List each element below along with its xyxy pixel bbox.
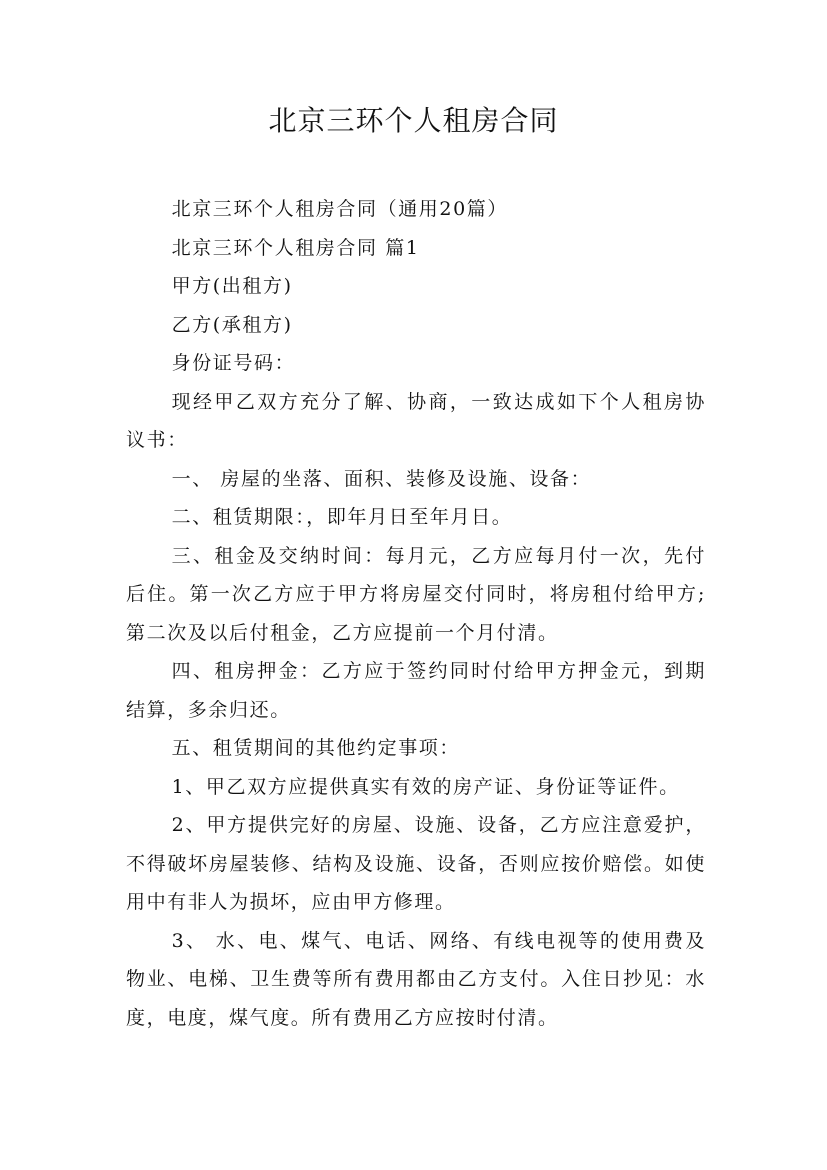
paragraph-section-heading: 北京三环个人租房合同 篇1 (171, 236, 420, 259)
document-body (126, 190, 706, 1037)
paragraph-clause-2: 二、租赁期限：，即年月日至年月日。 (171, 506, 513, 528)
paragraph-clause-1: 一、 房屋的坐落、面积、装修及设施、设备： (171, 467, 592, 490)
paragraph-id-number: 身份证号码： (171, 352, 296, 374)
paragraph-party-a: 甲方(出租方) (171, 275, 293, 297)
paragraph-agreement-intro: 现经甲乙双方充分了解、协商，一致达成如下个人租房协议书： (126, 390, 706, 451)
document-title: 北京三环个人租房合同 (268, 104, 559, 137)
paragraph-clause-4: 四、租房押金：乙方应于签约同时付给甲方押金元，到期结算，多余归还。 (126, 660, 706, 721)
paragraph-clause-3: 三、租金及交纳时间：每月元，乙方应每月付一次，先付后住。第一次乙方应于甲方将房屋交付同时，将房租付给甲方;第二次及以后付租金，乙方应提前一个月付清。 (126, 544, 706, 644)
paragraph-clause-5: 五、租赁期间的其他约定事项： (171, 737, 460, 759)
paragraph-party-b: 乙方(承租方) (171, 313, 293, 336)
paragraph-item-1: 1、甲乙双方应提供真实有效的房产证、身份证等证件。 (171, 775, 680, 798)
paragraph-subtitle: 北京三环个人租房合同（通用20篇） (171, 198, 508, 220)
paragraph-item-2: 2、甲方提供完好的房屋、设施、设备，乙方应注意爱护，不得破坏房屋装修、结构及设施、设备，否则应按价赔偿。如使用中有非人为损坏，应由甲方修理。 (126, 814, 706, 913)
paragraph-item-3: 3、 水、电、煤气、电话、网络、有线电视等的使用费及物业、电梯、卫生费等所有费用都由乙方支付。入住日抄见：水度，电度，煤气度。所有费用乙方应按时付清。 (126, 929, 706, 1029)
